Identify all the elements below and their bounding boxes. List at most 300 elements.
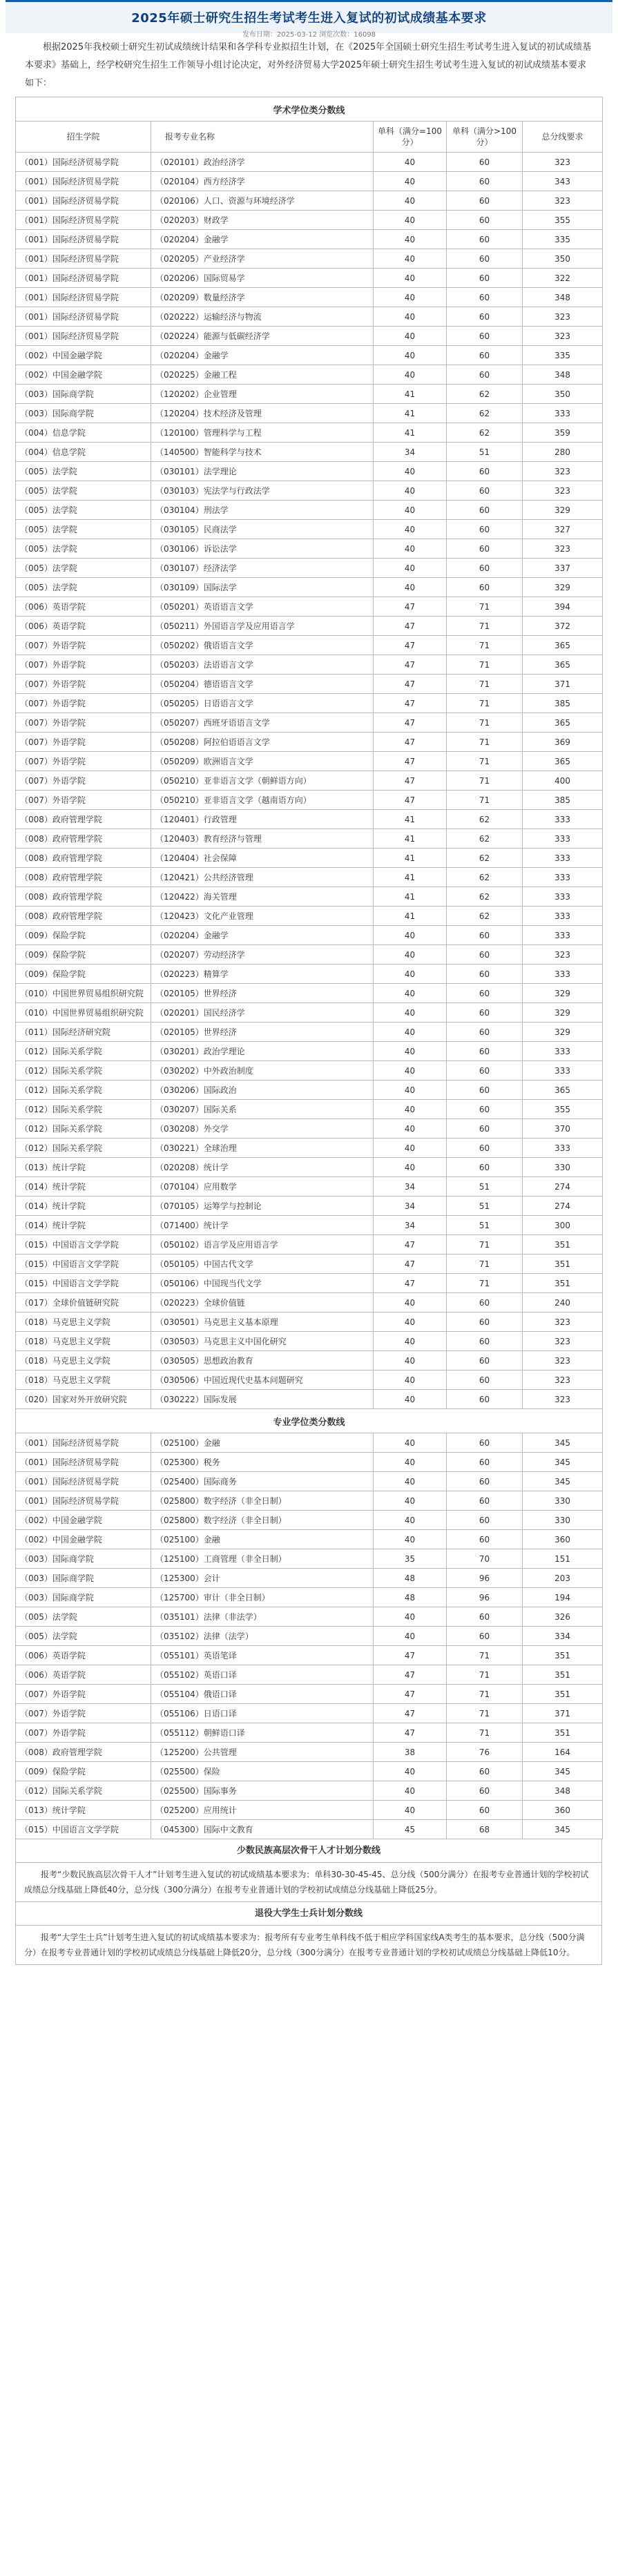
total-cell: 323 — [523, 327, 603, 346]
single-over-100-cell: 60 — [447, 520, 523, 539]
total-cell: 329 — [523, 1003, 603, 1023]
single-over-100-cell: 60 — [447, 346, 523, 365]
total-cell: 280 — [523, 443, 603, 462]
major-cell: （035101）法律（非法学） — [151, 1607, 374, 1627]
school-cell: （002）中国金融学院 — [16, 1511, 151, 1530]
major-cell: （050202）俄语语言文学 — [151, 636, 374, 655]
table-row — [16, 211, 603, 230]
single-over-100-cell: 60 — [447, 539, 523, 559]
total-cell: 335 — [523, 346, 603, 365]
single-over-100-cell: 96 — [447, 1588, 523, 1607]
school-cell: （001）国际经济贸易学院 — [16, 211, 151, 230]
major-cell: （050210）亚非语言文学（越南语方向） — [151, 791, 374, 810]
total-cell: 371 — [523, 675, 603, 694]
school-cell: （008）政府管理学院 — [16, 1743, 151, 1762]
single-over-100-cell: 60 — [447, 1081, 523, 1100]
table-row — [16, 365, 603, 385]
total-cell: 164 — [523, 1743, 603, 1762]
school-cell: （005）法学院 — [16, 1627, 151, 1646]
total-cell: 333 — [523, 829, 603, 849]
single-over-100-cell: 60 — [447, 153, 523, 172]
school-cell: （015）中国语言文学学院 — [16, 1820, 151, 1839]
single-over-100-cell: 60 — [447, 1061, 523, 1081]
school-cell: （007）外语学院 — [16, 1685, 151, 1704]
single-100-cell: 40 — [374, 539, 447, 559]
single-100-cell: 47 — [374, 636, 447, 655]
school-cell: （007）外语学院 — [16, 752, 151, 771]
school-cell: （012）国际关系学院 — [16, 1781, 151, 1801]
table-row — [16, 617, 603, 636]
school-cell: （001）国际经济贸易学院 — [16, 307, 151, 327]
total-cell: 350 — [523, 385, 603, 404]
school-cell: （008）政府管理学院 — [16, 887, 151, 907]
table-row — [16, 1274, 603, 1293]
major-cell: （020223）精算学 — [151, 965, 374, 984]
major-cell: （030221）全球治理 — [151, 1139, 374, 1158]
major-cell: （020101）政治经济学 — [151, 153, 374, 172]
total-cell: 335 — [523, 230, 603, 249]
school-cell: （001）国际经济贸易学院 — [16, 1491, 151, 1511]
table-row — [16, 191, 603, 211]
major-cell: （030201）政治学理论 — [151, 1042, 374, 1061]
single-over-100-cell: 71 — [447, 597, 523, 617]
single-100-cell: 41 — [374, 423, 447, 443]
major-cell: （025800）数字经济（非全日制） — [151, 1511, 374, 1530]
school-cell: （015）中国语言文学学院 — [16, 1255, 151, 1274]
single-over-100-cell: 71 — [447, 1704, 523, 1723]
table-row — [16, 1061, 603, 1081]
school-cell: （010）中国世界贸易组织研究院 — [16, 984, 151, 1003]
major-cell: （140500）智能科学与技术 — [151, 443, 374, 462]
major-cell: （030109）国际法学 — [151, 578, 374, 597]
school-cell: （001）国际经济贸易学院 — [16, 288, 151, 307]
single-over-100-cell: 71 — [447, 1723, 523, 1743]
single-over-100-cell: 60 — [447, 1332, 523, 1351]
school-cell: （005）法学院 — [16, 520, 151, 539]
total-cell: 333 — [523, 887, 603, 907]
total-cell: 323 — [523, 481, 603, 501]
total-cell: 323 — [523, 462, 603, 481]
school-cell: （005）法学院 — [16, 501, 151, 520]
total-cell: 330 — [523, 1491, 603, 1511]
major-cell: （071400）统计学 — [151, 1216, 374, 1235]
single-over-100-cell: 71 — [447, 1685, 523, 1704]
school-cell: （003）国际商学院 — [16, 404, 151, 423]
school-cell: （001）国际经济贸易学院 — [16, 230, 151, 249]
single-over-100-cell: 60 — [447, 481, 523, 501]
school-cell: （005）法学院 — [16, 481, 151, 501]
single-over-100-cell: 60 — [447, 1390, 523, 1409]
major-cell: （030222）国际发展 — [151, 1390, 374, 1409]
major-cell: （120401）行政管理 — [151, 810, 374, 829]
total-cell: 323 — [523, 1371, 603, 1390]
table-row — [16, 385, 603, 404]
major-cell: （020105）世界经济 — [151, 1023, 374, 1042]
major-cell: （020201）国民经济学 — [151, 1003, 374, 1023]
single-over-100-cell: 62 — [447, 423, 523, 443]
single-over-100-cell: 51 — [447, 1216, 523, 1235]
single-100-cell: 40 — [374, 481, 447, 501]
table-row — [16, 1743, 603, 1762]
school-cell: （012）国际关系学院 — [16, 1042, 151, 1061]
single-over-100-cell: 60 — [447, 1158, 523, 1177]
single-100-cell: 40 — [374, 1390, 447, 1409]
school-cell: （007）外语学院 — [16, 636, 151, 655]
table-row — [16, 172, 603, 191]
intro-paragraph: 根据2025年我校硕士研究生初试成绩统计结果和各学科专业拟招生计划，在《2025年全国硕士研究生招生考试考生进入复试的初试成绩基本要求》基础上，经学校研究生招生工作领导小组讨论决定，对外经济贸易大学2025年硕士研究生招生考试考生进入复试的初试成绩基本要求如下： — [25, 42, 592, 88]
school-cell: （003）国际商学院 — [16, 385, 151, 404]
school-cell: （007）外语学院 — [16, 1704, 151, 1723]
school-cell: （020）国家对外开放研究院 — [16, 1390, 151, 1409]
single-100-cell: 47 — [374, 713, 447, 733]
school-cell: （004）信息学院 — [16, 423, 151, 443]
major-cell: （020106）人口、资源与环境经济学 — [151, 191, 374, 211]
school-cell: （001）国际经济贸易学院 — [16, 1433, 151, 1453]
table-row — [16, 636, 603, 655]
total-cell: 345 — [523, 1433, 603, 1453]
major-cell: （120423）文化产业管理 — [151, 907, 374, 926]
single-over-100-cell: 71 — [447, 1665, 523, 1685]
total-cell: 345 — [523, 1820, 603, 1839]
header — [6, 0, 612, 39]
single-over-100-cell: 62 — [447, 907, 523, 926]
table-row — [16, 153, 603, 172]
major-cell: （050211）外国语言学及应用语言学 — [151, 617, 374, 636]
single-100-cell: 40 — [374, 211, 447, 230]
school-cell: （002）中国金融学院 — [16, 365, 151, 385]
total-cell: 323 — [523, 1313, 603, 1332]
total-cell: 355 — [523, 211, 603, 230]
single-100-cell: 40 — [374, 1607, 447, 1627]
table-row — [16, 1646, 603, 1665]
major-cell: （120404）社会保障 — [151, 849, 374, 868]
school-cell: （013）统计学院 — [16, 1801, 151, 1820]
total-cell: 333 — [523, 926, 603, 945]
table-row — [16, 443, 603, 462]
single-100-cell: 40 — [374, 1351, 447, 1371]
single-100-cell: 47 — [374, 617, 447, 636]
single-100-cell: 40 — [374, 230, 447, 249]
school-cell: （006）英语学院 — [16, 1646, 151, 1665]
single-100-cell: 40 — [374, 1119, 447, 1139]
major-cell: （125100）工商管理（非全日制） — [151, 1549, 374, 1569]
single-100-cell: 41 — [374, 385, 447, 404]
table-row — [16, 1453, 603, 1472]
table-row — [16, 423, 603, 443]
major-cell: （125300）会计 — [151, 1569, 374, 1588]
total-cell: 327 — [523, 520, 603, 539]
table-row — [16, 1569, 603, 1588]
table-row — [16, 1100, 603, 1119]
single-over-100-cell: 60 — [447, 1042, 523, 1061]
school-cell: （010）中国世界贸易组织研究院 — [16, 1003, 151, 1023]
single-over-100-cell: 71 — [447, 791, 523, 810]
single-over-100-cell: 60 — [447, 230, 523, 249]
school-cell: （001）国际经济贸易学院 — [16, 327, 151, 346]
school-cell: （003）国际商学院 — [16, 1549, 151, 1569]
table-row — [16, 539, 603, 559]
single-over-100-cell: 60 — [447, 1119, 523, 1139]
single-over-100-cell: 51 — [447, 443, 523, 462]
school-cell: （007）外语学院 — [16, 1723, 151, 1743]
major-cell: （030103）宪法学与行政法学 — [151, 481, 374, 501]
single-100-cell: 40 — [374, 172, 447, 191]
major-cell: （050207）西班牙语语言文学 — [151, 713, 374, 733]
total-cell: 360 — [523, 1530, 603, 1549]
major-cell: （050205）日语语言文学 — [151, 694, 374, 713]
major-cell: （050102）语言学及应用语言学 — [151, 1235, 374, 1255]
table-row — [16, 849, 603, 868]
single-over-100-cell: 71 — [447, 1255, 523, 1274]
single-over-100-cell: 62 — [447, 404, 523, 423]
total-cell: 323 — [523, 1351, 603, 1371]
single-100-cell: 45 — [374, 1820, 447, 1839]
single-over-100-cell: 60 — [447, 1530, 523, 1549]
total-cell: 333 — [523, 810, 603, 829]
total-cell: 360 — [523, 1801, 603, 1820]
major-cell: （020209）数量经济学 — [151, 288, 374, 307]
single-over-100-cell: 96 — [447, 1569, 523, 1588]
major-cell: （050201）英语语言文学 — [151, 597, 374, 617]
single-100-cell: 40 — [374, 249, 447, 269]
major-cell: （035102）法律（法学） — [151, 1627, 374, 1646]
table-row — [16, 1139, 603, 1158]
total-cell: 351 — [523, 1255, 603, 1274]
single-100-cell: 41 — [374, 404, 447, 423]
total-cell: 274 — [523, 1197, 603, 1216]
school-cell: （012）国际关系学院 — [16, 1061, 151, 1081]
table-row — [16, 771, 603, 791]
table-row — [16, 887, 603, 907]
column-header-school: 招生学院 — [16, 122, 151, 153]
total-cell: 348 — [523, 288, 603, 307]
table-row — [16, 288, 603, 307]
total-cell: 351 — [523, 1274, 603, 1293]
total-cell: 337 — [523, 559, 603, 578]
table-row — [16, 1081, 603, 1100]
major-cell: （020204）金融学 — [151, 230, 374, 249]
total-cell: 322 — [523, 269, 603, 288]
total-cell: 274 — [523, 1177, 603, 1197]
total-cell: 345 — [523, 1453, 603, 1472]
total-cell: 240 — [523, 1293, 603, 1313]
single-100-cell: 40 — [374, 462, 447, 481]
table-row — [16, 1293, 603, 1313]
total-cell: 351 — [523, 1646, 603, 1665]
single-over-100-cell: 60 — [447, 945, 523, 965]
major-cell: （025800）数字经济（非全日制） — [151, 1491, 374, 1511]
major-cell: （120204）技术经济及管理 — [151, 404, 374, 423]
major-cell: （030202）中外政治制度 — [151, 1061, 374, 1081]
table-row — [16, 1762, 603, 1781]
table-row — [16, 791, 603, 810]
school-cell: （018）马克思主义学院 — [16, 1351, 151, 1371]
table-row — [16, 597, 603, 617]
single-100-cell: 35 — [374, 1549, 447, 1569]
single-over-100-cell: 60 — [447, 926, 523, 945]
major-cell: （125200）公共管理 — [151, 1743, 374, 1762]
single-100-cell: 40 — [374, 1472, 447, 1491]
table-row — [16, 752, 603, 771]
table-row — [16, 1607, 603, 1627]
single-over-100-cell: 71 — [447, 636, 523, 655]
school-cell: （009）保险学院 — [16, 965, 151, 984]
single-over-100-cell: 62 — [447, 829, 523, 849]
table-row — [16, 578, 603, 597]
column-header-single-over-100: 单科（满分>100分） — [447, 122, 523, 153]
school-cell: （011）国际经济研究院 — [16, 1023, 151, 1042]
single-100-cell: 47 — [374, 733, 447, 752]
table-row — [16, 1627, 603, 1646]
single-100-cell: 40 — [374, 269, 447, 288]
table-row — [16, 559, 603, 578]
school-cell: （009）保险学院 — [16, 926, 151, 945]
table-row — [16, 1003, 603, 1023]
table-row — [16, 462, 603, 481]
single-100-cell: 40 — [374, 559, 447, 578]
single-100-cell: 40 — [374, 365, 447, 385]
single-over-100-cell: 60 — [447, 1023, 523, 1042]
single-100-cell: 40 — [374, 1371, 447, 1390]
table-row — [16, 1023, 603, 1042]
single-over-100-cell: 60 — [447, 1491, 523, 1511]
table-row — [16, 655, 603, 675]
total-cell: 194 — [523, 1588, 603, 1607]
total-cell: 323 — [523, 153, 603, 172]
single-100-cell: 47 — [374, 597, 447, 617]
total-cell: 334 — [523, 1627, 603, 1646]
major-cell: （020203）财政学 — [151, 211, 374, 230]
single-over-100-cell: 71 — [447, 675, 523, 694]
table-row — [16, 926, 603, 945]
single-over-100-cell: 60 — [447, 327, 523, 346]
table-row — [16, 1119, 603, 1139]
school-cell: （012）国际关系学院 — [16, 1139, 151, 1158]
single-100-cell: 40 — [374, 1781, 447, 1801]
school-cell: （005）法学院 — [16, 462, 151, 481]
table-row — [16, 675, 603, 694]
single-over-100-cell: 60 — [447, 1313, 523, 1332]
total-cell: 323 — [523, 1390, 603, 1409]
single-100-cell: 41 — [374, 907, 447, 926]
total-cell: 400 — [523, 771, 603, 791]
school-cell: （018）马克思主义学院 — [16, 1313, 151, 1332]
total-cell: 351 — [523, 1723, 603, 1743]
total-cell: 345 — [523, 1762, 603, 1781]
school-cell: （001）国际经济贸易学院 — [16, 1453, 151, 1472]
school-cell: （009）保险学院 — [16, 1762, 151, 1781]
major-cell: （050106）中国现当代文学 — [151, 1274, 374, 1293]
single-100-cell: 34 — [374, 1197, 447, 1216]
table-row — [16, 1820, 603, 1839]
veteran-section-body — [15, 1926, 602, 1965]
school-cell: （005）法学院 — [16, 539, 151, 559]
table-row — [16, 945, 603, 965]
school-cell: （001）国际经济贸易学院 — [16, 191, 151, 211]
total-cell: 355 — [523, 1100, 603, 1119]
academic-table — [15, 97, 603, 1409]
major-cell: （030105）民商法学 — [151, 520, 374, 539]
total-cell: 323 — [523, 539, 603, 559]
single-over-100-cell: 51 — [447, 1177, 523, 1197]
single-100-cell: 40 — [374, 520, 447, 539]
single-100-cell: 48 — [374, 1569, 447, 1588]
total-cell: 333 — [523, 868, 603, 887]
major-cell: （070104）应用数学 — [151, 1177, 374, 1197]
single-100-cell: 47 — [374, 771, 447, 791]
single-100-cell: 47 — [374, 1274, 447, 1293]
school-cell: （015）中国语言文学学院 — [16, 1274, 151, 1293]
single-100-cell: 47 — [374, 752, 447, 771]
single-100-cell: 40 — [374, 1491, 447, 1511]
single-100-cell: 40 — [374, 1023, 447, 1042]
total-cell: 329 — [523, 1023, 603, 1042]
table-row — [16, 810, 603, 829]
single-over-100-cell: 60 — [447, 965, 523, 984]
table-row — [16, 1511, 603, 1530]
school-cell: （018）马克思主义学院 — [16, 1332, 151, 1351]
total-cell: 333 — [523, 849, 603, 868]
table-row — [16, 249, 603, 269]
table-row — [16, 501, 603, 520]
total-cell: 329 — [523, 984, 603, 1003]
single-100-cell: 34 — [374, 443, 447, 462]
school-cell: （006）英语学院 — [16, 617, 151, 636]
minority-section-title: 少数民族高层次骨干人才计划分数线 — [15, 1839, 602, 1863]
single-100-cell: 41 — [374, 829, 447, 849]
major-cell: （050208）阿拉伯语语言文学 — [151, 733, 374, 752]
single-over-100-cell: 60 — [447, 1472, 523, 1491]
school-cell: （008）政府管理学院 — [16, 810, 151, 829]
table-row — [16, 1313, 603, 1332]
table-row — [16, 1255, 603, 1274]
table-row — [16, 1704, 603, 1723]
school-cell: （009）保险学院 — [16, 945, 151, 965]
table-row — [16, 346, 603, 365]
major-cell: （120422）海关管理 — [151, 887, 374, 907]
single-100-cell: 40 — [374, 1100, 447, 1119]
total-cell: 330 — [523, 1511, 603, 1530]
total-cell: 365 — [523, 636, 603, 655]
single-100-cell: 40 — [374, 945, 447, 965]
page-title: 2025年硕士研究生招生考试考生进入复试的初试成绩基本要求 — [131, 11, 487, 26]
single-100-cell: 40 — [374, 1293, 447, 1313]
school-cell: （005）法学院 — [16, 1607, 151, 1627]
total-cell: 372 — [523, 617, 603, 636]
major-cell: （055101）英语笔译 — [151, 1646, 374, 1665]
single-over-100-cell: 60 — [447, 1351, 523, 1371]
single-100-cell: 47 — [374, 1685, 447, 1704]
table-row — [16, 1042, 603, 1061]
major-cell: （020224）能源与低碳经济学 — [151, 327, 374, 346]
column-header-major: 报考专业名称 — [151, 122, 374, 153]
single-over-100-cell: 60 — [447, 1627, 523, 1646]
single-100-cell: 40 — [374, 1762, 447, 1781]
single-100-cell: 47 — [374, 1646, 447, 1665]
school-cell: （014）统计学院 — [16, 1177, 151, 1197]
school-cell: （006）英语学院 — [16, 597, 151, 617]
school-cell: （007）外语学院 — [16, 694, 151, 713]
single-over-100-cell: 60 — [447, 1100, 523, 1119]
table-row — [16, 1472, 603, 1491]
school-cell: （013）统计学院 — [16, 1158, 151, 1177]
publish-meta: 发布日期：2025-03-12 浏览次数：16098 — [242, 31, 376, 39]
single-100-cell: 47 — [374, 675, 447, 694]
single-over-100-cell: 60 — [447, 1139, 523, 1158]
single-100-cell: 40 — [374, 1003, 447, 1023]
school-cell: （008）政府管理学院 — [16, 829, 151, 849]
total-cell: 330 — [523, 1158, 603, 1177]
